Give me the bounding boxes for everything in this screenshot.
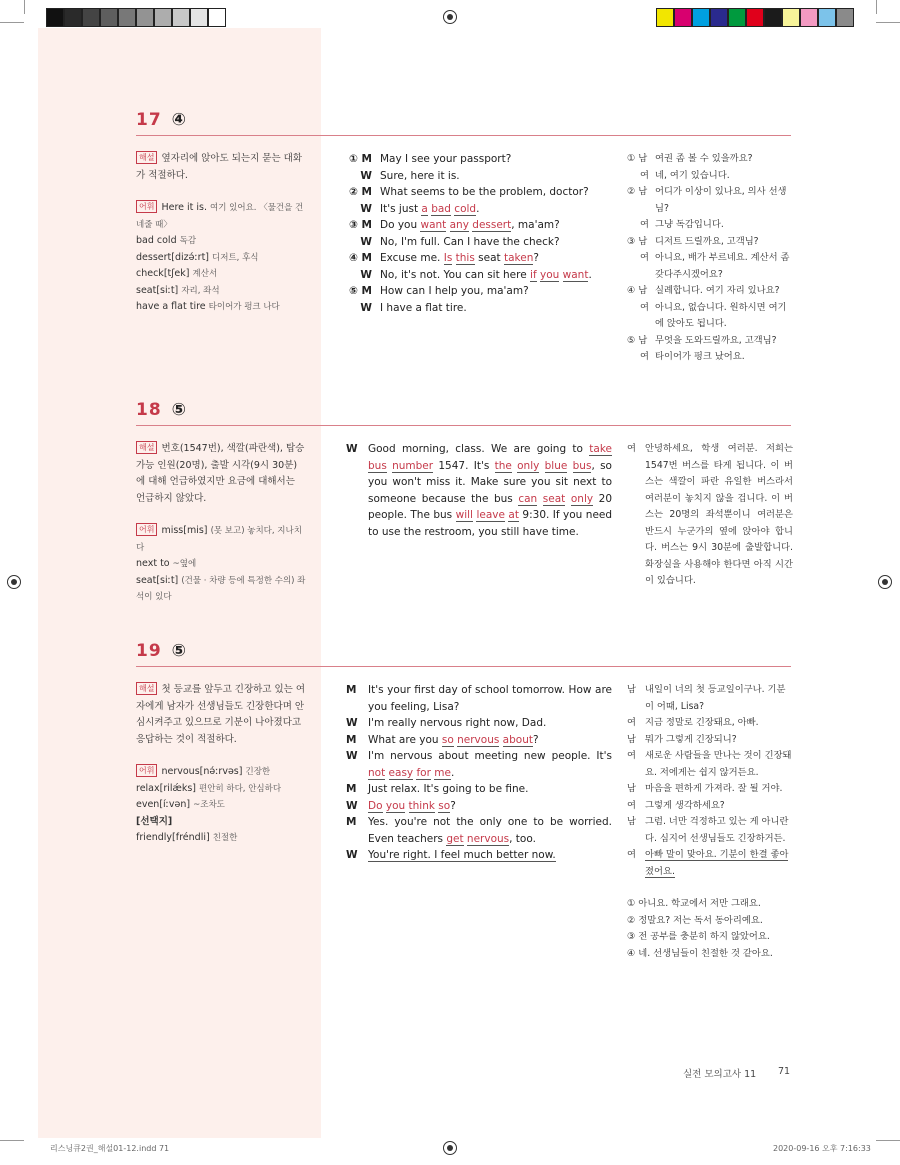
blank-answer: nervous (457, 733, 500, 746)
speaker-label: ① M (349, 153, 372, 165)
option-item: ④ 네. 선생님들이 친절한 것 같아요. (627, 947, 773, 959)
speaker-label: ③ M (349, 219, 372, 231)
answer-options (627, 896, 793, 962)
vocab-item: 어휘 miss[mis] (못 보고) 놓치다, 지나치다 (136, 525, 302, 553)
color-swatch (118, 8, 136, 27)
blank-answer: taken (504, 252, 534, 264)
explanation-tag: 해설 (136, 151, 157, 164)
blank-answer: the (494, 459, 512, 472)
translation-line: ④ 남 실례합니다. 여기 자리 있나요? (627, 285, 780, 296)
blank-answer: Is (443, 252, 453, 264)
vocabulary-list (136, 523, 306, 606)
question-18-header (136, 400, 187, 420)
translation-line: 남 뭐가 그렇게 긴장되니? (627, 733, 737, 745)
translation-line: 여 아빠 말이 맞아요. 기분이 한결 좋아졌어요. (627, 849, 789, 877)
color-swatch (764, 8, 782, 27)
translation-line: 여 지금 정말로 긴장돼요, 아빠. (627, 717, 759, 728)
color-swatch (190, 8, 208, 27)
vocab-item: seat[siːt] (건물 · 차량 등에 특정한 수의) 좌석이 있다 (136, 574, 306, 602)
translation-line: 여 그냥 독감입니다. (640, 219, 724, 230)
vocab-tag: 어휘 (136, 200, 157, 213)
blank-answer: so (438, 799, 451, 812)
blank-answer: blue (544, 459, 568, 472)
dialog-line: M Just relax. It's going to be fine. (346, 781, 612, 798)
translation-line: ⑤ 남 무엇을 도와드릴까요, 고객님? (627, 334, 777, 346)
answer-mark: ⑤ (171, 400, 188, 420)
vocabulary-list (136, 200, 306, 316)
blank-answer: dessert (472, 219, 512, 231)
vocab-item: check[tʃek] 계산서 (136, 268, 218, 279)
dialog-line: W Do you think so? (346, 798, 612, 815)
speaker-label: W (346, 849, 358, 861)
blank-answer: only (570, 492, 594, 505)
translation-line: 여 아니요, 배가 부르네요. 계산서 좀 갖다주시겠어요? (640, 252, 790, 280)
color-swatch (746, 8, 764, 27)
question-number: 18 (136, 400, 162, 420)
vocab-item: have a flat tire 타이어가 펑크 나다 (136, 301, 280, 312)
crop-mark (876, 1140, 900, 1141)
explanation (136, 151, 306, 184)
dialog-line: ⑤ M How can I help you, ma'am? (346, 283, 612, 300)
explanation (136, 441, 306, 507)
dialog-line: M Yes. you're not the only one to be worried. Even teachers get nervous, too. (346, 814, 612, 847)
blank-answer: any (449, 219, 469, 231)
color-swatch (692, 8, 710, 27)
vocab-item: bad cold 독감 (136, 235, 197, 246)
speaker-label: W (346, 750, 358, 762)
dialog-line: ① M May I see your passport? (346, 151, 612, 168)
explanation (136, 682, 306, 748)
blank-answer: get (446, 832, 464, 845)
dialog-line: ④ M Excuse me. Is this seat taken? (346, 250, 612, 267)
crop-mark (876, 22, 900, 23)
explanation-text: 첫 등교를 앞두고 긴장하고 있는 여자에게 남자가 선생님들도 긴장한다며 안심시켜주고 있으므로 기분이 나아졌다고 응답하는 것이 적절하다. (136, 684, 306, 745)
translation-line: 남 그럼. 너만 걱정하고 있는 게 아니란다. 심지어 선생님들도 긴장하거든. (627, 816, 789, 844)
monologue-text: Good morning, class. We are going to take bus number 1547. It's the only blue bus, so you won't miss it. Make sure you sit next to someone because the bus can seat only 20 people. The bus will leave at 9:30. If you need to use the restroom, you still have time. (368, 443, 613, 538)
translation-line: 여 새로운 사람들을 만나는 것이 긴장돼요. 저에게는 쉽지 않거든요. (627, 750, 792, 778)
vocab-item: seat[siːt] 자리, 좌석 (136, 284, 220, 296)
translation-line: 여 그렇게 생각하세요? (627, 799, 725, 811)
color-swatch (172, 8, 190, 27)
vocab-item: even[íːvən] ~조차도 (136, 799, 225, 810)
color-swatch (208, 8, 226, 27)
translation-line: ② 남 어디가 이상이 있나요, 의사 선생님? (627, 186, 787, 214)
translation-line: ③ 남 디저트 드릴까요, 고객님? (627, 235, 759, 247)
color-swatch (82, 8, 100, 27)
color-swatch (64, 8, 82, 27)
vocabulary-list (136, 764, 306, 847)
blank-answer: if (530, 268, 537, 281)
q18-translation: 여 안녕하세요, 학생 여러분. 저희는 1547번 버스를 타게 됩니다. 이 버스는 색깔이 파란 유일한 버스라서 여러분이 놓치지 않을 겁니다. 이 버스는 20명의 좌석뿐이니 여러분은 반드시 누군가의 옆에 앉아야 합니다. 버스는 9시 30분에 출발합니다. 화장실을 사용해야 한다면 아직 시간이 있습니다. (627, 441, 793, 590)
speaker-label: W (360, 202, 372, 215)
speaker-label: ⑤ M (349, 285, 372, 297)
blank-answer: number (392, 459, 434, 472)
blank-answer: bad (431, 202, 451, 215)
blank-answer: nervous (466, 832, 510, 845)
blank-answer: about (502, 733, 533, 746)
dialog-line: W I'm nervous about meeting new people. It's not easy for me. (346, 748, 612, 781)
blank-answer: cold (454, 202, 477, 215)
blank-answer: you (540, 268, 560, 281)
crop-mark (0, 22, 24, 23)
dialog-line: W Sure, here it is. (346, 168, 612, 185)
translation-line: 여 네, 여기 있습니다. (640, 169, 730, 181)
color-swatch (100, 8, 118, 27)
blank-answer: leave (476, 509, 505, 521)
q17-notes (136, 151, 306, 316)
registration-mark-icon (878, 575, 892, 589)
question-number: 17 (136, 110, 162, 130)
q17-dialog (346, 151, 612, 316)
blank-answer: at (508, 509, 519, 521)
speaker-label: W (360, 301, 372, 314)
section-divider (136, 425, 791, 426)
timestamp-slug: 2020-09-16 오후 7:16:33 (773, 1144, 871, 1153)
blank-answer: so (441, 733, 454, 746)
explanation-tag: 해설 (136, 441, 157, 454)
registration-mark-icon (7, 575, 21, 589)
dialog-line: M What are you so nervous about? (346, 732, 612, 749)
blank-answer: only (517, 459, 540, 472)
blank-answer: not (368, 766, 386, 779)
dialog-line: W It's just a bad cold. (346, 201, 612, 218)
question-number: 19 (136, 641, 162, 661)
blank-answer: bus (572, 459, 592, 472)
blank-answer: bus (368, 459, 387, 472)
dialog-line: W No, I'm full. Can I have the check? (346, 234, 612, 251)
speaker-label: M (346, 816, 357, 828)
blank-answer: want (420, 219, 447, 231)
blank-answer: Do (368, 799, 383, 812)
speaker-label: M (346, 733, 357, 746)
option-item: ② 정말요? 저는 독서 동아리예요. (627, 914, 763, 926)
color-swatch (674, 8, 692, 27)
color-swatch (836, 8, 854, 27)
file-slug: 리스닝큐2권_해설01-12.indd 71 (50, 1144, 170, 1153)
color-swatch (800, 8, 818, 27)
color-calibration-bar (656, 8, 854, 27)
crop-mark (876, 0, 877, 14)
translation-line: 남 마음을 편하게 가져라. 잘 될 거야. (627, 783, 783, 794)
color-swatch (728, 8, 746, 27)
speaker-label: ② M (349, 186, 372, 198)
q18-notes (136, 441, 306, 606)
vocab-item: [선택지] (136, 815, 173, 827)
q17-translation (627, 151, 793, 366)
blank-answer: think (408, 799, 435, 812)
vocab-item: dessert[dizə́ːrt] 디저트, 후식 (136, 251, 259, 263)
dialog-line: W No, it's not. You can sit here if you want. (346, 267, 612, 284)
blank-answer: a (421, 202, 428, 215)
translation-line: 남 내일이 너의 첫 등교일이구나. 기분이 어때, Lisa? (627, 684, 786, 712)
question-17-header (136, 110, 187, 130)
footer-title: 실전 모의고사 11 (683, 1069, 757, 1080)
dialog-line (346, 847, 612, 864)
speaker-label: W (346, 443, 358, 455)
dialog-line: ③ M Do you want any dessert, ma'am? (346, 217, 612, 234)
color-swatch (136, 8, 154, 27)
blank-answer: you (385, 799, 406, 812)
vocab-item: 어휘 Here it is. 여기 있어요. 〈물건을 건네줄 때〉 (136, 202, 304, 230)
vocab-item: friendly[fréndli] 친절한 (136, 832, 238, 843)
speaker-label: W (346, 717, 358, 729)
color-swatch (818, 8, 836, 27)
q19-dialog (346, 682, 612, 864)
speaker-label: M (346, 783, 357, 795)
color-swatch (782, 8, 800, 27)
crop-mark (24, 0, 25, 14)
translation-line: ① 남 여권 좀 볼 수 있을까요? (627, 153, 753, 164)
translation-text: 안녕하세요, 학생 여러분. 저희는 1547번 버스를 타게 됩니다. 이 버스는 색깔이 파란 유일한 버스라서 여러분이 놓치지 않을 겁니다. 이 버스는 20명의 좌석뿐이니 여러분은 반드시 누군가의 옆에 앉아야 합니다. 버스는 9시 30분에 출발합니다. 화장실을 사용해야 한다면 아직 시간이 있습니다. (645, 443, 793, 586)
blank-answer: seat (542, 492, 566, 505)
gray-calibration-bar (46, 8, 226, 27)
vocab-item: 어휘 nervous[nə́ːrvəs] 긴장한 (136, 764, 306, 781)
section-divider (136, 135, 791, 136)
translation-line: 여 타이어가 펑크 났어요. (640, 351, 745, 362)
page-number: 71 (778, 1066, 791, 1077)
dialog-line: W I'm really nervous right now, Dad. (346, 715, 612, 732)
vocab-tag: 어휘 (136, 523, 157, 536)
blank-answer: can (518, 492, 538, 505)
explanation-tag: 해설 (136, 682, 157, 695)
option-item: ① 아니요. 학교에서 저만 그래요. (627, 898, 761, 909)
speaker-label: M (346, 684, 357, 696)
registration-mark-icon (443, 1141, 457, 1155)
speaker-label: W (360, 169, 372, 182)
q18-monologue (346, 441, 612, 540)
answer-translation: 아빠 말이 맞아요. 기분이 한결 좋아졌어요. (645, 849, 789, 877)
blank-answer: this (455, 252, 475, 264)
crop-mark (0, 1140, 24, 1141)
option-item: ③ 전 공부를 충분히 하지 않았어요. (627, 931, 770, 942)
registration-mark-icon (443, 10, 457, 24)
explanation-text: 옆자리에 앉아도 되는지 묻는 대화가 적절하다. (136, 153, 303, 181)
answer-mark: ④ (171, 110, 188, 130)
blank-answer: want (562, 268, 589, 281)
speaker-label: W (346, 799, 358, 812)
blank-answer: easy (388, 766, 414, 779)
blank-answer: for (416, 766, 431, 779)
vocab-item: next to ~옆에 (136, 558, 197, 569)
answer-sentence: You're right. I feel much better now. (368, 849, 556, 861)
blank-answer: me (434, 766, 451, 779)
question-19-header (136, 641, 187, 661)
dialog-line: M It's your first day of school tomorrow. How are you feeling, Lisa? (346, 682, 612, 715)
dialog-line: ② M What seems to be the problem, doctor? (346, 184, 612, 201)
speaker-label: W (360, 235, 372, 248)
q19-notes (136, 682, 306, 847)
vocab-tag: 어휘 (136, 764, 157, 777)
answer-mark: ⑤ (171, 641, 188, 661)
color-swatch (46, 8, 64, 27)
color-swatch (710, 8, 728, 27)
translation-line: 여 아니요, 없습니다. 원하시면 여기에 앉아도 됩니다. (640, 301, 787, 329)
vocab-item: relax[rilǽks] 편안히 하다, 안심하다 (136, 782, 282, 794)
explanation-text: 번호(1547번), 색깔(파란색), 탑승 가능 인원(20명), 출발 시각(9시 30분)에 대해 언급하였지만 요금에 대해서는 언급하지 않았다. (136, 443, 305, 504)
q19-translation (627, 682, 793, 962)
blank-answer: take (589, 443, 612, 455)
speaker-label: ④ M (349, 252, 372, 264)
section-divider (136, 666, 791, 667)
dialog-line: W I have a flat tire. (346, 300, 612, 317)
speaker-label: W (360, 268, 372, 281)
color-swatch (656, 8, 674, 27)
color-swatch (154, 8, 172, 27)
blank-answer: will (455, 509, 473, 521)
